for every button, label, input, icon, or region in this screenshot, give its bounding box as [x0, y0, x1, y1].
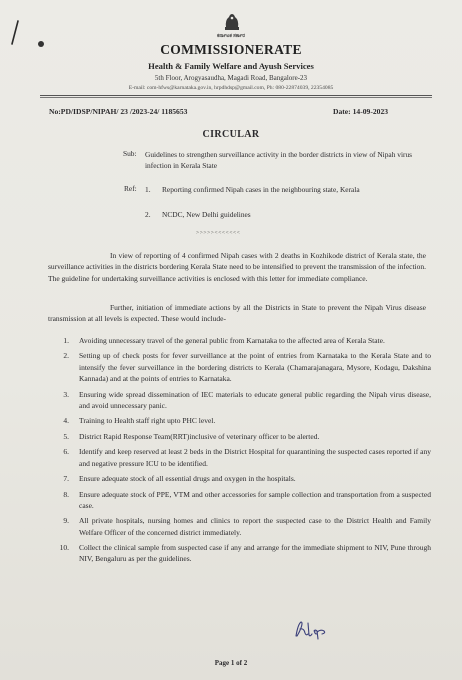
header-divider — [40, 95, 432, 96]
contact-line: E-mail: com-hfws@karnataka.gov.in, hrpdhdsp@gmail.com, Ph: 080-22874039, 22354085 — [128, 85, 334, 91]
list-item — [51, 473, 431, 484]
list-item-number: 3. — [63, 389, 69, 399]
list-item-number: 8. — [63, 489, 69, 499]
list-item-text: Ensure adequate stock of all essential drugs and oxygen in the hospitals. — [79, 474, 296, 484]
circular-heading: CIRCULAR — [202, 129, 260, 140]
list-item-text: Setting up of check posts for fever surveillance at the point of entries from Karnataka to the Kerala State and to intensify the fever surveillance in the bordering districts to Kerala (Chamarajanagara, Mysore, Kodagu, Dakshina Kannada) and at the points of entries to Karnataka. — [79, 351, 431, 384]
list-item-text: Identify and keep reserved at least 2 beds in the District Hospital for quarantining the suspected cases reported if any and negative pressure ICU to be identified. — [79, 447, 431, 468]
list-item-text: Ensuring wide spread dissemination of IEC materials to educate general public regarding the Nipah virus disease, and avoid unnecessary panic. — [79, 389, 431, 410]
reference-item — [145, 209, 413, 220]
list-item-number: 9. — [63, 516, 69, 526]
handwritten-signature-icon — [293, 619, 333, 641]
reference-label: Ref: — [124, 184, 137, 193]
list-item — [51, 542, 431, 565]
circular-date: Date: 14-09-2023 — [333, 107, 389, 116]
reference-item — [145, 184, 413, 195]
subject-text: Guidelines to strengthen surveillance activity in the border districts in view of Nipah virus infection in Kerala State — [145, 150, 413, 171]
page-number: Page 1 of 2 — [214, 659, 248, 667]
body-paragraph-2: Further, initiation of immediate actions by all the Districts in State to prevent the Nipah Virus disease transmission at all levels is expected. These would include- — [48, 303, 426, 324]
list-item-number: 4. — [63, 416, 69, 426]
office-title: COMMISSIONERATE — [160, 42, 302, 57]
body-paragraph-1: In view of reporting of 4 confirmed Nipah cases with 2 deaths in Kozhikode district of Kerala state, the surveillance activities in the districts bordering Kerala State need to be intensified to prevent the transmission of the infection. The guideline for undertaking surveillance activities is enclosed with this letter for immediate compliance. — [48, 251, 427, 283]
list-item-number: 6. — [63, 447, 69, 457]
list-item — [51, 415, 431, 426]
list-item-text: Training to Health staff right upto PHC level. — [79, 416, 216, 426]
list-item-text: Collect the clinical sample from suspected case if any and arrange for the immediate shipment to NIV, Pune through NIV, Bengaluru as per the guidelines. — [79, 543, 431, 564]
section-separator: >>>>><<<<<<< — [196, 230, 241, 236]
kannada-line: ಕರ್ನಾಟಕ ಸರ್ಕಾರ — [216, 34, 246, 39]
list-item — [51, 350, 431, 384]
list-item-text: Ensure adequate stock of PPE, VTM and other accessories for sample collection and transportation from a suspected case. — [79, 489, 431, 510]
list-item — [51, 389, 431, 412]
reference-item-text: Reporting confirmed Nipah cases in the neighbouring state, Kerala — [162, 185, 360, 194]
list-item — [51, 515, 431, 538]
list-item-number: 2. — [63, 351, 69, 361]
action-list — [51, 335, 431, 565]
list-item-number: 5. — [63, 431, 69, 441]
office-address: 5th Floor, Arogyasaudha, Magadi Road, Bangalore-23 — [154, 74, 308, 82]
list-item-number: 10. — [59, 543, 69, 553]
subject-label: Sub: — [123, 149, 137, 158]
reference-item-text: NCDC, New Delhi guidelines — [162, 210, 251, 219]
list-item-number: 1. — [63, 336, 69, 345]
reference-item-number: 2. — [145, 210, 151, 219]
reference-number: No:PD/IDSP/NIPAH/ 23 /2023-24/ 1185653 — [49, 107, 188, 116]
list-item — [51, 489, 431, 512]
list-item — [51, 446, 431, 469]
list-item-text: All private hospitals, nursing homes and clinics to report the suspected case to the District Health and Family Welfare Officer of the concerned district immediately. — [79, 516, 431, 537]
list-item — [51, 335, 431, 346]
department-name: Health & Family Welfare and Ayush Services — [148, 61, 314, 71]
list-item-text: Avoiding unnecessary travel of the general public from Karnataka to the affected area of Kerala State. — [79, 336, 385, 345]
list-item-number: 7. — [63, 474, 69, 484]
reference-item-number: 1. — [145, 185, 151, 194]
list-item — [51, 431, 431, 442]
karnataka-emblem-icon — [222, 12, 242, 32]
list-item-text: District Rapid Response Team(RRT)inclusive of veterinary officer to be alerted. — [79, 431, 320, 441]
header-divider-thin — [40, 97, 432, 98]
